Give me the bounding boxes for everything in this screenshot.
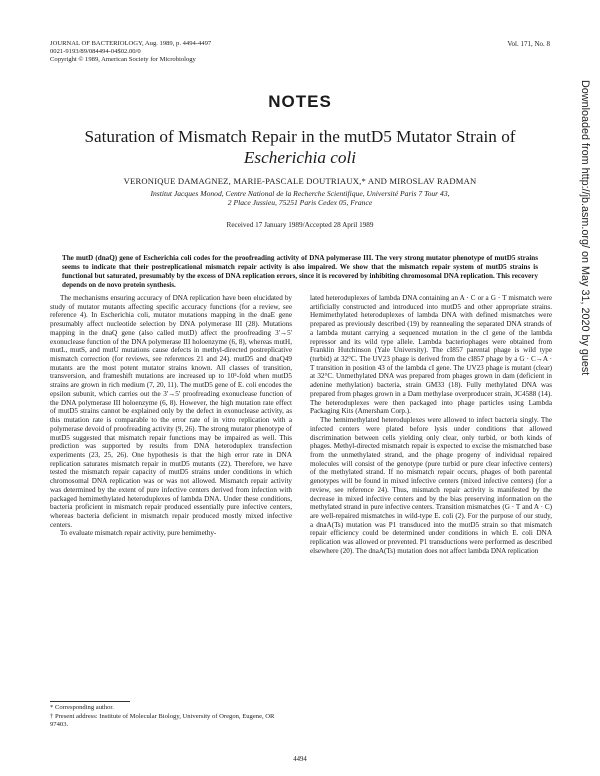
author-list: VERONIQUE DAMAGNEZ, MARIE-PASCALE DOUTRIAUX,* AND MIROSLAV RADMAN bbox=[123, 176, 477, 186]
journal-citation: JOURNAL OF BACTERIOLOGY, Aug. 1989, p. 4494-4497 bbox=[50, 40, 212, 47]
journal-issn: 0021-9193/89/084494-04$02.00/0 bbox=[50, 48, 141, 56]
footnote-corresponding-author: * Corresponding author. bbox=[50, 704, 114, 711]
page-number: 4494 bbox=[293, 756, 307, 763]
affiliation-line-1: Institut Jacques Monod, Centre National de la Recherche Scientifique, Université Paris 7 Tour 43, bbox=[150, 189, 450, 198]
title-line-2: Escherichia coli bbox=[243, 148, 357, 167]
body-paragraph: The hemimethylated heteroduplexes were allowed to infect bacteria singly. The infected centers were plated before lysis under conditions that allowed discrimination between cells yielding only clear, only turbid, or both kinds of phages. Methyl-directed mismatch repair is expected to excise the mismatched base from the unmethylated strand, and the phage progeny of individual repaired molecules will consist of the genotype (pure turbid or pure clear infective centers) of the methylated strand. If no mismatch repair occurs, phages of both parental genotypes will be found in mixed infective centers (mixed infective centers) (for a review, see reference 24). Thus, mismatch repair activity is manifested by the decrease in mixed infective centers and by the bias preserving information on the methylated strand in pure infective centers. Transition mismatches (G · T and A · C) are well-repaired mismatches in wild-type E. coli (2). For the purpose of our study, a dnaA(Ts) mutation was P1 transduced into the mutD5 strain so that mismatch repair efficiency could be determined under conditions in which E. coli DNA replication was allowed or prevented. P1 transductions were performed as described elsewhere (20). The dnaA(Ts) mutation does not affect lambda DNA replication bbox=[310, 416, 552, 555]
body-column-left bbox=[50, 294, 292, 538]
body-paragraph: The mechanisms ensuring accuracy of DNA replication have been elucidated by study of mutator mutants affecting specific accuracy functions (for a review, see reference 4). In Escherichia coli, mutator mutations mapping in the dnaE gene presumably affect nucleotide selection by DNA polymerase III (28). Mutations mapping in the dnaQ gene (also called mutD) affect the proofreading 3'→5' exonuclease function of the DNA polymerase III holoenzyme (6, 8), whereas mutH, mutL, mutS, and mutU mutations cause defects in methyl-directed postreplicative mismatch correction (for reviews, see references 21 and 24). mutD5 and dnaQ49 mutants are the most potent mutator strains known. All classes of transition, transversion, and frameshift mutations are increased up to 10⁵-fold when mutD5 strains are grown in rich medium (7, 20, 11). The mutD5 gene of E. coli encodes the epsilon subunit, which carries out the 3'→5' proofreading exonuclease function of the DNA polymerase III holoenzyme (6, 8). However, the high mutation rate effect of mutD5 strains cannot be explained only by the defect in exonuclease activity, as this mutation rate is comparable to the error rate of in vitro replication with a polymerase devoid of proofreading activity (9, 26). The strong mutator phenotype of mutD5 suggested that mismatch repair functions may be impaired as well. This prediction was supported by results from DNA heteroduplex transfection experiments (23, 25, 26). One hypothesis is that the high error rate in DNA replication saturates mismatch repair in mutD5 mutants (22). Therefore, we have tested the mismatch repair capacity of mutD5 strains under conditions in which chromosomal DNA replication was or was not allowed. Mismatch repair activity was determined by the extent of pure infective centers derived from infection with packaged hemimethylated heteroduplexes of lambda DNA. Under these conditions, bacteria proficient in mismatch repair produced essentially pure infective centers, whereas bacteria deficient in mismatch repair produced mostly mixed infective centers. bbox=[50, 294, 292, 529]
article-title bbox=[40, 126, 560, 168]
received-dates: Received 17 January 1989/Accepted 28 April 1989 bbox=[226, 221, 374, 229]
body-column-right bbox=[310, 294, 552, 556]
journal-header bbox=[50, 40, 380, 65]
body-paragraph: lated heteroduplexes of lambda DNA containing an A · C or a G · T mismatch were artificially constructed and introduced into mutD5 and other appropriate strains. Hemimethylated heteroduplexes of lambda DNA with defined mismatches were prepared as previously described (19) by reannealing the separated DNA strands of a lambda mutant carrying a sequenced mutation in the cI gene of the lambda repressor and its wild type allele. Lambda bacteriophages were obtained from Franklin Hutchinson (Yale University). The cI857 parental phage is wild type (turbid) at 32°C. The UV23 phage is derived from the cI857 phage by a G · C→A · T transition in position 43 of the lambda cI gene. The UV23 phage is mutant (clear) at 32°C. Unmethylated DNA was prepared from phages grown in dam (deficient in adenine methylation) bacteria, strain GM33 (18). Fully methylated DNA was prepared from phages grown in a Dam methylase overproducer strain, JC4588 (14). The heteroduplexes were then packaged into phage particles using Lambda Packaging Kits (Amersham Corp.). bbox=[310, 294, 552, 416]
affiliation-line-2: 2 Place Jussieu, 75251 Paris Cedex 05, France bbox=[227, 198, 373, 208]
section-heading: NOTES bbox=[268, 92, 332, 111]
volume-number: Vol. 171, No. 8 bbox=[507, 40, 550, 48]
title-line-1: Saturation of Mismatch Repair in the mutD5 Mutator Strain of bbox=[84, 127, 516, 146]
footnote-present-address: † Present address: Institute of Molecular Biology, University of Oregon, Eugene, OR 97403. bbox=[50, 713, 275, 728]
abstract: The mutD (dnaQ) gene of Escherichia coli codes for the proofreading activity of DNA polymerase III. The very strong mutator phenotype of mutD5 strains seems to indicate that their postreplicational mismatch repair activity is also impaired. We show that the mismatch repair system of mutD5 strains is functional but saturated, presumably by the excess of DNA replication errors, since it is recovered by inhibiting chromosomal DNA replication. This recovery depends on de novo protein synthesis. bbox=[62, 254, 538, 289]
download-notice: Downloaded from http://jb.asm.org/ on May 31, 2020 by guest bbox=[579, 80, 591, 376]
footnote-rule bbox=[50, 701, 130, 702]
affiliation bbox=[60, 189, 540, 208]
body-paragraph: To evaluate mismatch repair activity, pure hemimethy- bbox=[60, 529, 217, 538]
journal-copyright: Copyright © 1989, American Society for Microbiology bbox=[50, 56, 196, 64]
